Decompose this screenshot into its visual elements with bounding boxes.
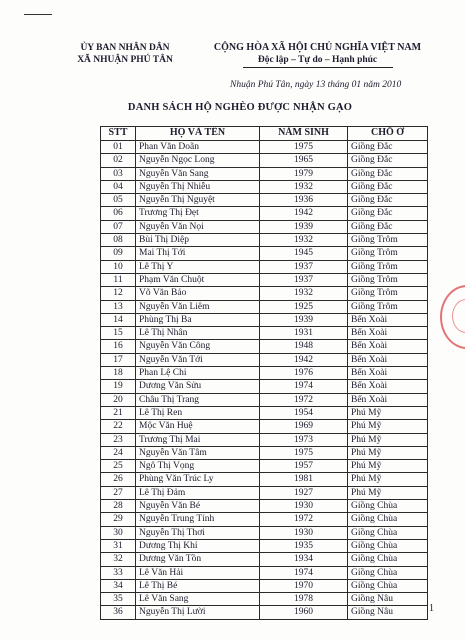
cell-name: Phan Văn Doãn (136, 141, 260, 154)
cell-stt: 16 (101, 340, 136, 353)
cell-name: Lê Văn Hải (136, 566, 260, 579)
cell-name: Phạm Văn Chuột (136, 273, 260, 286)
dateline: Nhuận Phú Tân, ngày 13 tháng 01 năm 2010 (230, 80, 402, 90)
table-row (101, 500, 428, 513)
cell-residence: Giồng Trôm (348, 300, 428, 313)
cell-birth-year: 1976 (260, 367, 348, 380)
cell-stt: 36 (101, 606, 136, 619)
cell-name: Phùng Văn Trúc Ly (136, 473, 260, 486)
cell-name: Nguyễn Văn Tới (136, 353, 260, 366)
cell-birth-year: 1925 (260, 300, 348, 313)
table-row (101, 539, 428, 552)
table-row (101, 513, 428, 526)
cell-birth-year: 1927 (260, 486, 348, 499)
cell-stt: 19 (101, 380, 136, 393)
cell-stt: 13 (101, 300, 136, 313)
cell-birth-year: 1945 (260, 247, 348, 260)
table-row (101, 420, 428, 433)
motto-underline (243, 67, 393, 68)
cell-residence: Phú Mỹ (348, 486, 428, 499)
cell-birth-year: 1965 (260, 154, 348, 167)
household-table (100, 126, 428, 620)
cell-name: Lê Thị Bé (136, 579, 260, 592)
table-row (101, 234, 428, 247)
cell-stt: 24 (101, 446, 136, 459)
cell-residence: Bến Xoài (348, 380, 428, 393)
cell-stt: 17 (101, 353, 136, 366)
table-row (101, 406, 428, 419)
cell-birth-year: 1942 (260, 207, 348, 220)
cell-name: Mai Thị Tới (136, 247, 260, 260)
cell-residence: Giồng Nâu (348, 593, 428, 606)
cell-birth-year: 1932 (260, 180, 348, 193)
cell-stt: 33 (101, 566, 136, 579)
cell-residence: Giồng Đắc (348, 167, 428, 180)
cell-birth-year: 1969 (260, 420, 348, 433)
table-row (101, 353, 428, 366)
cell-stt: 02 (101, 154, 136, 167)
cell-stt: 31 (101, 539, 136, 552)
cell-stt: 04 (101, 180, 136, 193)
cell-residence: Giồng Chùa (348, 513, 428, 526)
table-row (101, 380, 428, 393)
cell-birth-year: 1975 (260, 141, 348, 154)
table-row (101, 579, 428, 592)
cell-name: Bùi Thị Diệp (136, 234, 260, 247)
cell-residence: Giồng Trôm (348, 234, 428, 247)
table-row (101, 247, 428, 260)
cell-birth-year: 1930 (260, 500, 348, 513)
cell-residence: Giồng Trôm (348, 247, 428, 260)
cell-residence: Bến Xoài (348, 393, 428, 406)
table-row (101, 300, 428, 313)
cell-residence: Giồng Đắc (348, 141, 428, 154)
cell-birth-year: 1974 (260, 566, 348, 579)
table-row (101, 566, 428, 579)
cell-birth-year: 1979 (260, 167, 348, 180)
nation-motto: Độc lập – Tự do – Hạnh phúc (257, 55, 378, 65)
cell-stt: 14 (101, 313, 136, 326)
cell-name: Lê Văn Sang (136, 593, 260, 606)
cell-stt: 08 (101, 234, 136, 247)
cell-birth-year: 1935 (260, 539, 348, 552)
cell-name: Nguyễn Văn Nọi (136, 220, 260, 233)
table-row (101, 220, 428, 233)
table-row (101, 180, 428, 193)
top-dash-mark (24, 14, 52, 15)
cell-residence: Giồng Chùa (348, 500, 428, 513)
nation-header (185, 42, 450, 68)
page-number: 1 (429, 603, 434, 614)
cell-name: Trương Thị Mai (136, 433, 260, 446)
cell-name: Lê Thị Y (136, 260, 260, 273)
cell-stt: 09 (101, 247, 136, 260)
cell-birth-year: 1972 (260, 513, 348, 526)
cell-residence: Bến Xoài (348, 340, 428, 353)
cell-name: Nguyễn Trung Tính (136, 513, 260, 526)
cell-residence: Bến Xoài (348, 313, 428, 326)
authority-line-2: XÃ NHUẬN PHÚ TÂN (77, 55, 173, 65)
cell-name: Nguyễn Thị Nhiễu (136, 180, 260, 193)
cell-stt: 25 (101, 460, 136, 473)
cell-name: Lê Thị Ren (136, 406, 260, 419)
cell-residence: Giồng Đắc (348, 220, 428, 233)
header-residence: CHỖ Ở (348, 127, 428, 141)
table-row (101, 367, 428, 380)
cell-stt: 28 (101, 500, 136, 513)
cell-name: Phan Lệ Chi (136, 367, 260, 380)
cell-name: Nguyễn Ngọc Long (136, 154, 260, 167)
cell-stt: 12 (101, 287, 136, 300)
nation-name: CỘNG HÒA XÃ HỘI CHỦ NGHĨA VIỆT NAM (213, 42, 422, 53)
cell-birth-year: 1973 (260, 433, 348, 446)
cell-birth-year: 1936 (260, 194, 348, 207)
cell-name: Nguyễn Văn Sang (136, 167, 260, 180)
cell-stt: 34 (101, 579, 136, 592)
table-row (101, 606, 428, 619)
cell-residence: Giồng Chùa (348, 553, 428, 566)
table-row (101, 141, 428, 154)
cell-birth-year: 1937 (260, 260, 348, 273)
table-row (101, 460, 428, 473)
cell-birth-year: 1939 (260, 220, 348, 233)
cell-residence: Giồng Trôm (348, 287, 428, 300)
table-row (101, 154, 428, 167)
cell-stt: 10 (101, 260, 136, 273)
cell-name: Phùng Thị Ba (136, 313, 260, 326)
cell-stt: 01 (101, 141, 136, 154)
table-row (101, 273, 428, 286)
cell-stt: 23 (101, 433, 136, 446)
cell-stt: 32 (101, 553, 136, 566)
cell-birth-year: 1954 (260, 406, 348, 419)
cell-name: Nguyễn Văn Công (136, 340, 260, 353)
table-row (101, 446, 428, 459)
cell-birth-year: 1934 (260, 553, 348, 566)
table-row (101, 260, 428, 273)
cell-residence: Giồng Chùa (348, 566, 428, 579)
cell-birth-year: 1974 (260, 380, 348, 393)
cell-birth-year: 1931 (260, 327, 348, 340)
authority-line-1: ỦY BAN NHÂN DÂN (80, 43, 170, 53)
cell-stt: 27 (101, 486, 136, 499)
cell-residence: Giồng Nâu (348, 606, 428, 619)
table-row (101, 167, 428, 180)
document-title: DANH SÁCH HỘ NGHÈO ĐƯỢC NHẬN GẠO (127, 102, 353, 113)
cell-name: Lê Thị Nhân (136, 327, 260, 340)
cell-birth-year: 1957 (260, 460, 348, 473)
cell-residence: Phú Mỹ (348, 420, 428, 433)
cell-name: Nguyễn Thị Thơi (136, 526, 260, 539)
cell-birth-year: 1960 (260, 606, 348, 619)
cell-residence: Giồng Trôm (348, 260, 428, 273)
cell-birth-year: 1970 (260, 579, 348, 592)
header-name: HỌ VÀ TÊN (136, 127, 260, 141)
cell-residence: Bến Xoài (348, 353, 428, 366)
cell-residence: Giồng Đắc (348, 180, 428, 193)
cell-name: Võ Văn Bảo (136, 287, 260, 300)
table-row (101, 287, 428, 300)
cell-stt: 35 (101, 593, 136, 606)
cell-stt: 05 (101, 194, 136, 207)
cell-residence: Phú Mỹ (348, 460, 428, 473)
table-row (101, 486, 428, 499)
table-row (101, 194, 428, 207)
cell-residence: Bến Xoài (348, 367, 428, 380)
cell-birth-year: 1978 (260, 593, 348, 606)
cell-residence: Phú Mỹ (348, 406, 428, 419)
cell-birth-year: 1972 (260, 393, 348, 406)
cell-stt: 29 (101, 513, 136, 526)
cell-residence: Phú Mỹ (348, 473, 428, 486)
cell-name: Mộc Văn Huệ (136, 420, 260, 433)
cell-residence: Giồng Đắc (348, 207, 428, 220)
cell-name: Dương Thị Khỉ (136, 539, 260, 552)
cell-name: Nguyễn Thị Nguyệt (136, 194, 260, 207)
cell-residence: Giồng Đắc (348, 154, 428, 167)
cell-stt: 18 (101, 367, 136, 380)
cell-stt: 22 (101, 420, 136, 433)
cell-stt: 15 (101, 327, 136, 340)
table-header-row (101, 127, 428, 141)
cell-residence: Giồng Chùa (348, 526, 428, 539)
cell-name: Châu Thị Trang (136, 393, 260, 406)
table-row (101, 593, 428, 606)
cell-stt: 30 (101, 526, 136, 539)
table-row (101, 393, 428, 406)
cell-birth-year: 1981 (260, 473, 348, 486)
cell-stt: 26 (101, 473, 136, 486)
table-row (101, 207, 428, 220)
cell-residence: Giồng Chùa (348, 579, 428, 592)
table-row (101, 340, 428, 353)
cell-birth-year: 1948 (260, 340, 348, 353)
cell-birth-year: 1939 (260, 313, 348, 326)
cell-birth-year: 1932 (260, 287, 348, 300)
cell-name: Nguyễn Văn Tâm (136, 446, 260, 459)
cell-residence: Phú Mỹ (348, 433, 428, 446)
header-stt: STT (101, 127, 136, 141)
cell-name: Nguyễn Văn Bé (136, 500, 260, 513)
table-row (101, 526, 428, 539)
cell-residence: Bến Xoài (348, 327, 428, 340)
cell-name: Nguyễn Văn Liêm (136, 300, 260, 313)
red-seal-stamp (440, 285, 465, 349)
cell-stt: 11 (101, 273, 136, 286)
cell-stt: 03 (101, 167, 136, 180)
cell-name: Dương Văn Sửu (136, 380, 260, 393)
table-row (101, 327, 428, 340)
cell-residence: Giồng Đắc (348, 194, 428, 207)
cell-birth-year: 1975 (260, 446, 348, 459)
cell-birth-year: 1932 (260, 234, 348, 247)
cell-birth-year: 1937 (260, 273, 348, 286)
cell-name: Ngô Thị Vọng (136, 460, 260, 473)
cell-stt: 07 (101, 220, 136, 233)
table-row (101, 553, 428, 566)
cell-name: Dương Văn Tồn (136, 553, 260, 566)
table-row (101, 313, 428, 326)
cell-name: Nguyễn Thị Lười (136, 606, 260, 619)
cell-name: Trương Thị Đẹt (136, 207, 260, 220)
cell-stt: 06 (101, 207, 136, 220)
header-birth-year: NĂM SINH (260, 127, 348, 141)
table-row (101, 433, 428, 446)
cell-birth-year: 1942 (260, 353, 348, 366)
cell-birth-year: 1930 (260, 526, 348, 539)
cell-residence: Giồng Trôm (348, 273, 428, 286)
cell-stt: 21 (101, 406, 136, 419)
cell-name: Lê Thị Đảm (136, 486, 260, 499)
cell-residence: Giồng Chùa (348, 539, 428, 552)
cell-stt: 20 (101, 393, 136, 406)
table-row (101, 473, 428, 486)
cell-residence: Phú Mỹ (348, 446, 428, 459)
